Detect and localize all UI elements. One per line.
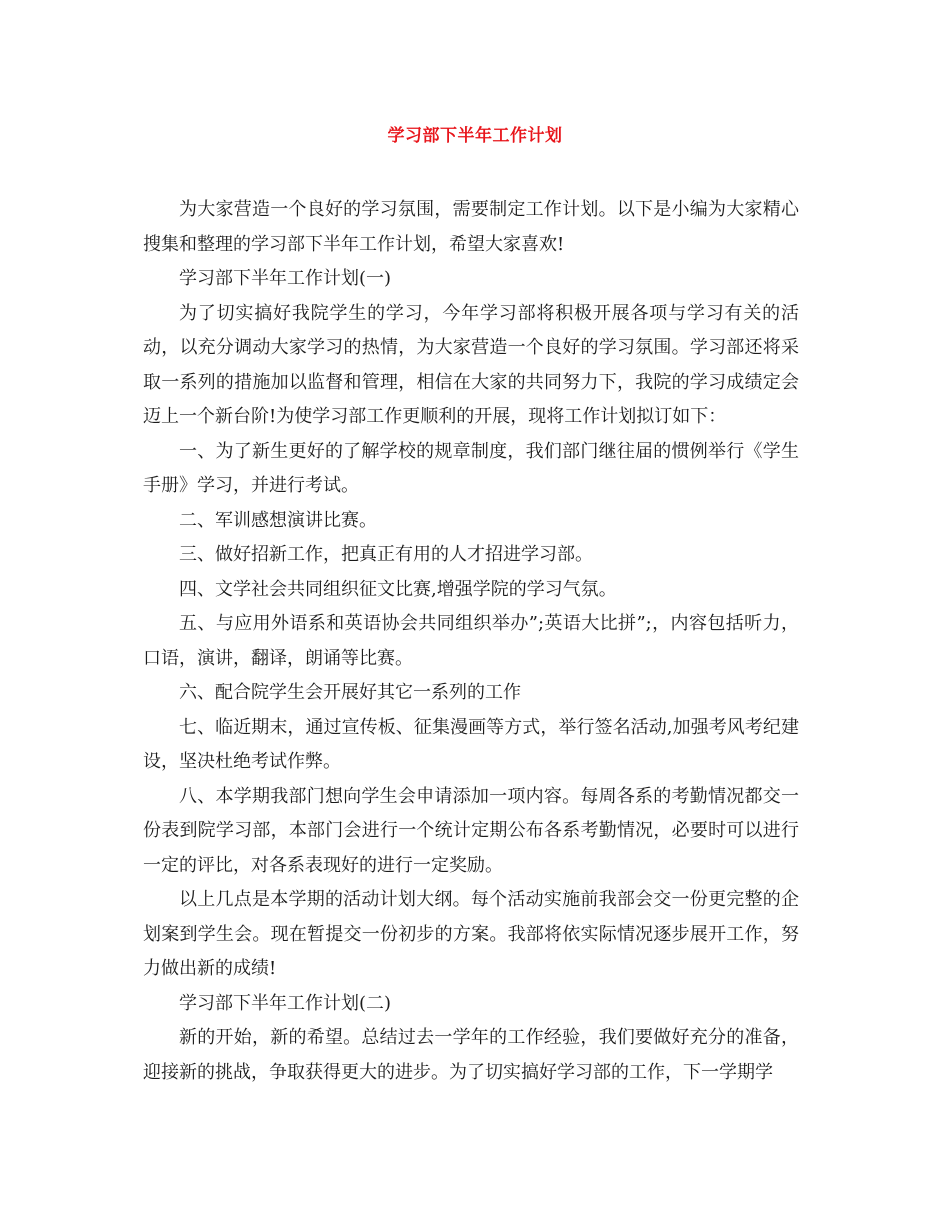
- document-body: [143, 193, 799, 1090]
- list-item: 四、文学社会共同组织征文比赛,增强学院的学习气氛。: [179, 578, 617, 600]
- section-heading-one: 学习部下半年工作计划(一): [179, 268, 392, 289]
- document-title: 学习部下半年工作计划: [387, 126, 563, 146]
- paragraph: 为了切实搞好我院学生的学习，今年学习部将积极开展各项与学习有关的活动，以充分调动大家学习的热情，为大家营造一个良好的学习氛围。学习部还将采取一系列的措施加以监督和管理，相信在大家的共同努力下，我院的学习成绩定会迈上一个新台阶!为使学习部工作更顺利的开展，现将工作计划拟订如下：: [143, 302, 799, 427]
- list-item: 七、临近期末，通过宣传板、征集漫画等方式，举行签名活动,加强考风考纪建设，坚决杜绝考试作弊。: [143, 716, 799, 772]
- section-heading-two: 学习部下半年工作计划(二): [179, 992, 392, 1014]
- list-item: 一、为了新生更好的了解学校的规章制度，我们部门继往届的惯例举行《学生手册》学习，并进行考试。: [143, 440, 799, 496]
- paragraph-intro: 为大家营造一个良好的学习氛围，需要制定工作计划。以下是小编为大家精心搜集和整理的学习部下半年工作计划，希望大家喜欢!: [143, 199, 799, 255]
- paragraph: 以上几点是本学期的活动计划大纲。每个活动实施前我部会交一份更完整的企划案到学生会。现在暂提交一份初步的方案。我部将依实际情况逐步展开工作，努力做出新的成绩!: [143, 889, 799, 979]
- list-item: 五、与应用外语系和英语协会共同组织举办”;英语大比拼”;，内容包括听力，口语，演讲，翻译，朗诵等比赛。: [143, 613, 799, 669]
- list-item: 二、军训感想演讲比赛。: [179, 509, 377, 531]
- list-item: 八、本学期我部门想向学生会申请添加一项内容。每周各系的考勤情况都交一份表到院学习部，本部门会进行一个统计定期公布各系考勤情况，必要时可以进行一定的评比，对各系表现好的进行一定奖励。: [143, 785, 799, 876]
- paragraph: 新的开始，新的希望。总结过去一学年的工作经验，我们要做好充分的准备，迎接新的挑战，争取获得更大的进步。为了切实搞好学习部的工作，下一学期学: [143, 1027, 799, 1083]
- list-item: 三、做好招新工作，把真正有用的人才招进学习部。: [179, 544, 593, 565]
- list-item: 六、配合院学生会开展好其它一系列的工作: [179, 682, 521, 703]
